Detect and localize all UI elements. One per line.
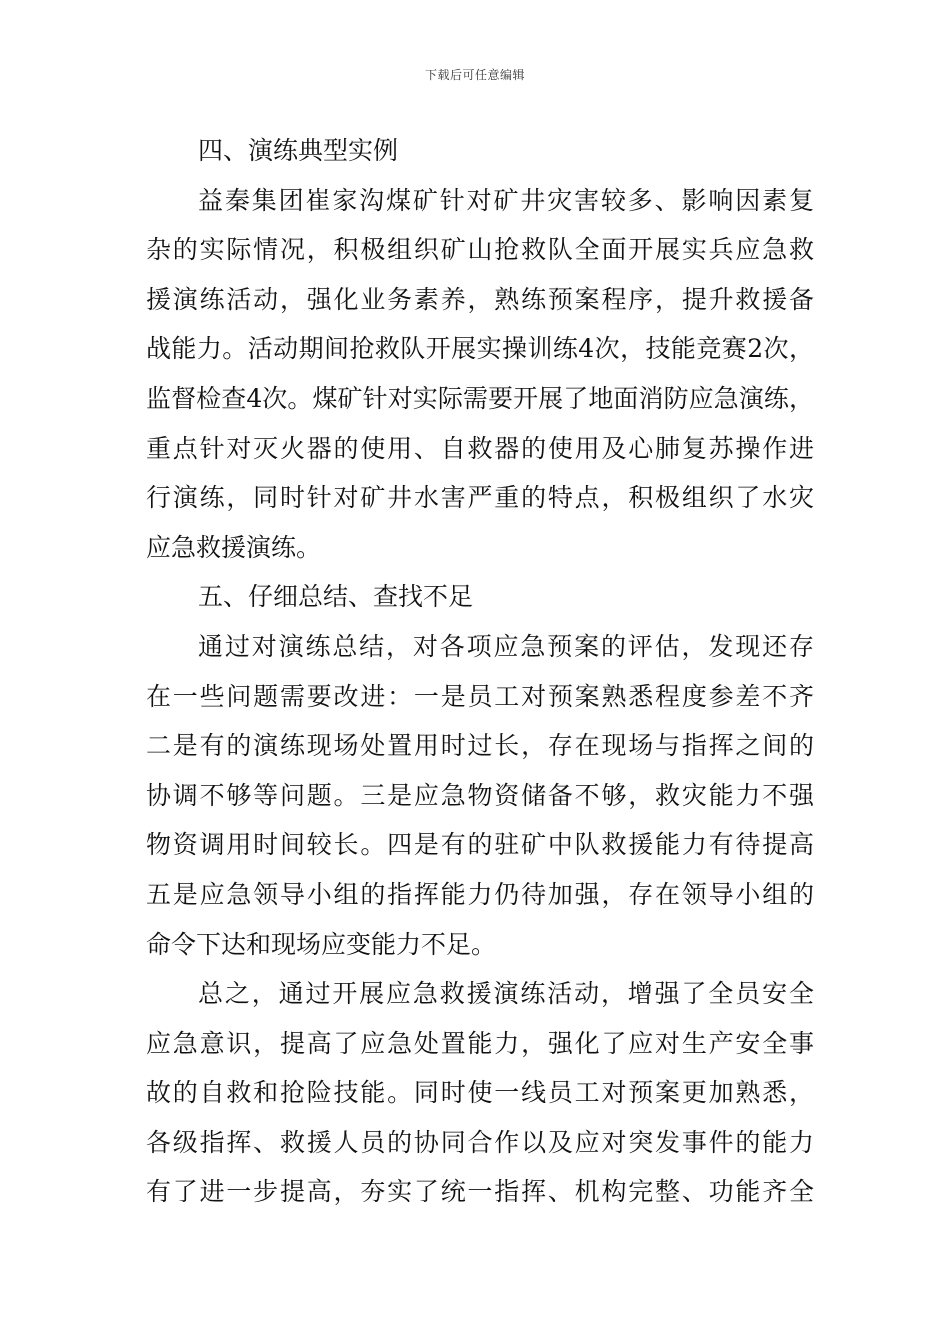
paragraph-line: 监督检查4次。煤矿针对实际需要开展了地面消防应急演练，	[146, 383, 814, 413]
paragraph-line: 五是应急领导小组的指挥能力仍待加强，存在领导小组的	[146, 879, 814, 909]
document-body	[146, 126, 814, 1217]
paragraph-line: 通过对演练总结，对各项应急预案的评估，发现还存	[198, 631, 814, 661]
paragraph-line: 故的自救和抢险技能。同时使一线员工对预案更加熟悉，	[146, 1078, 814, 1108]
paragraph-line: 在一些问题需要改进：一是员工对预案熟悉程度参差不齐	[146, 681, 814, 711]
paragraph-line: 援演练活动，强化业务素养，熟练预案程序，提升救援备	[146, 284, 814, 314]
paragraph-line: 命令下达和现场应变能力不足。	[146, 929, 497, 959]
paragraph-line: 总之，通过开展应急救援演练活动，增强了全员安全	[198, 979, 814, 1009]
paragraph-line: 二是有的演练现场处置用时过长，存在现场与指挥之间的	[146, 731, 814, 761]
page-header-note: 下载后可任意编辑	[424, 68, 525, 82]
paragraph-line: 行演练，同时针对矿井水害严重的特点，积极组织了水灾	[146, 483, 814, 513]
paragraph-line: 应急意识，提高了应急处置能力，强化了应对生产安全事	[146, 1028, 814, 1058]
paragraph-line: 协调不够等问题。三是应急物资储备不够，救灾能力不强	[146, 780, 814, 810]
paragraph-line: 有了进一步提高，夯实了统一指挥、机构完整、功能齐全	[146, 1177, 814, 1207]
paragraph-line: 应急救援演练。	[146, 532, 322, 562]
paragraph-line: 物资调用时间较长。四是有的驻矿中队救援能力有待提高	[146, 830, 814, 860]
paragraph-line: 各级指挥、救援人员的协同合作以及应对突发事件的能力	[146, 1127, 814, 1157]
paragraph-line: 战能力。活动期间抢救队开展实操训练4次，技能竞赛2次，	[146, 334, 814, 364]
paragraph-line: 杂的实际情况，积极组织矿山抢救队全面开展实兵应急救	[146, 235, 814, 265]
section-heading-4: 四、演练典型实例	[198, 136, 399, 165]
section-heading-5: 五、仔细总结、查找不足	[198, 582, 474, 612]
paragraph-line: 重点针对灭火器的使用、自救器的使用及心肺复苏操作进	[146, 433, 814, 463]
paragraph-line: 益秦集团崔家沟煤矿针对矿井灾害较多、影响因素复	[198, 185, 814, 215]
